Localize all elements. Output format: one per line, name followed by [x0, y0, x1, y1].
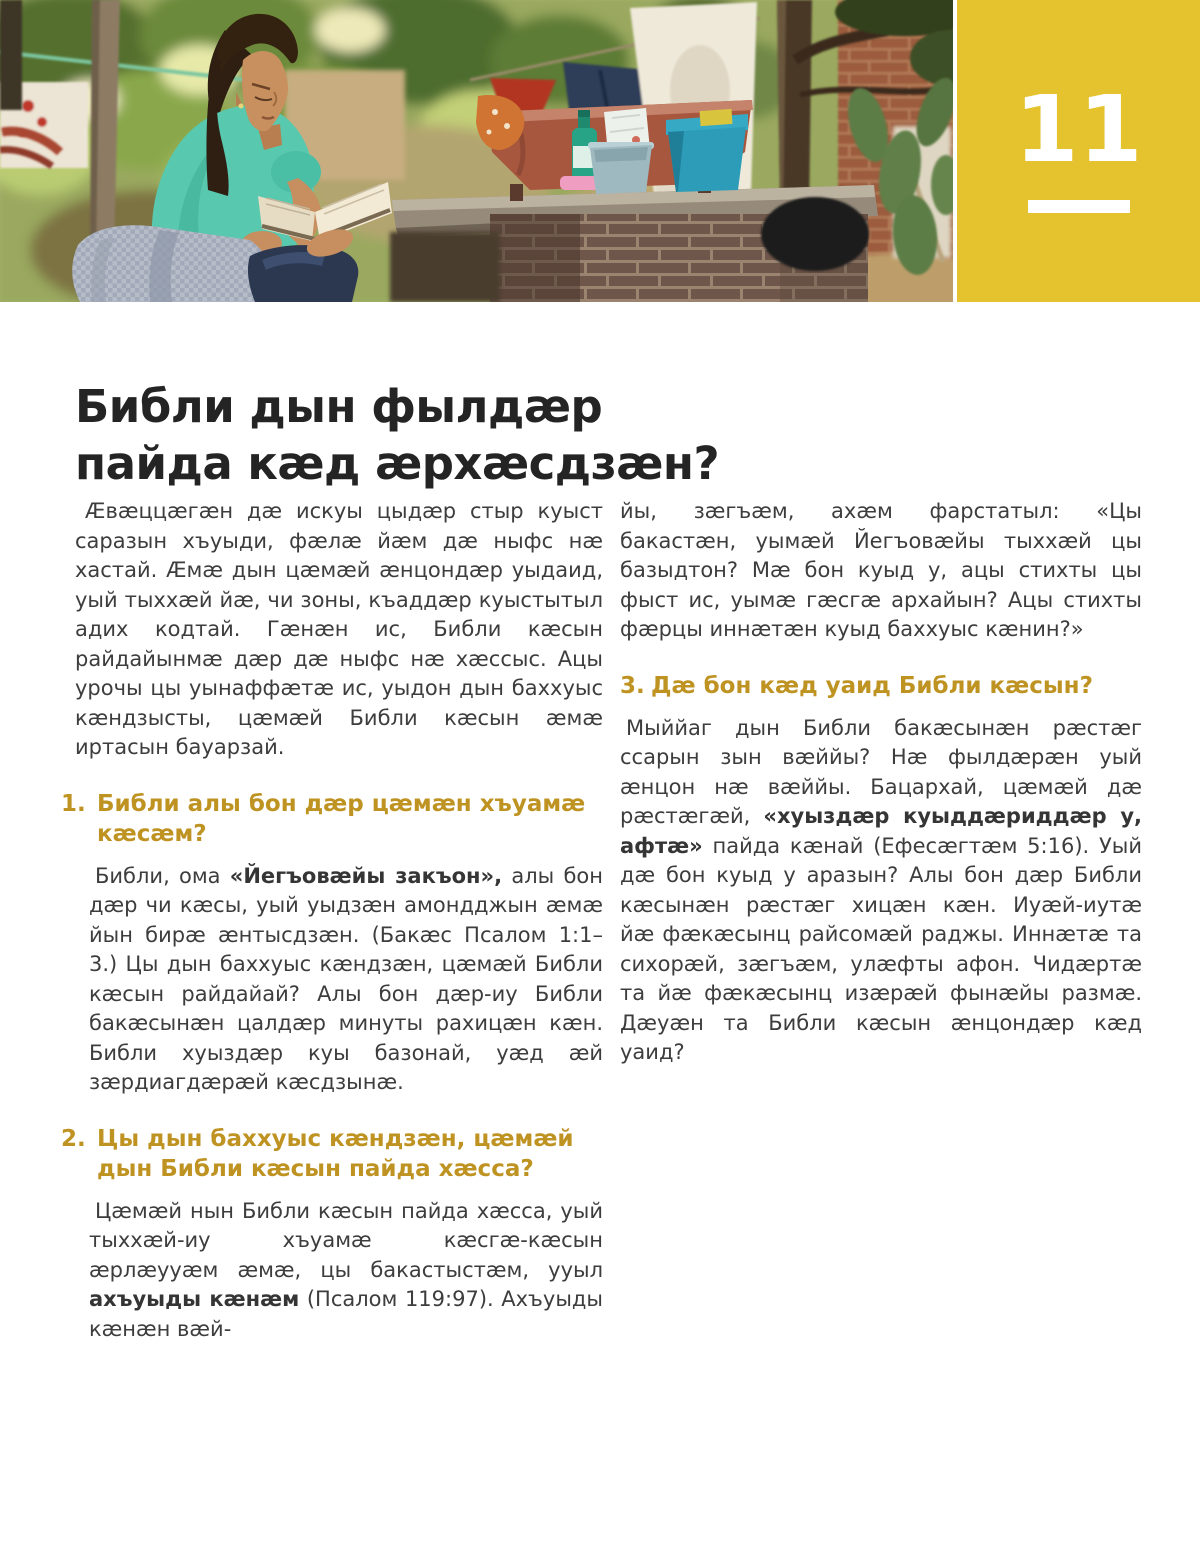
- lesson-number-box: [957, 0, 1200, 302]
- lesson-photo: [0, 0, 953, 302]
- photo-pan: [761, 197, 869, 271]
- section-1-number: 1.: [61, 790, 86, 817]
- lesson-number-underline: [1028, 200, 1130, 213]
- text-column-left: [61, 497, 604, 1370]
- section-3-heading-text: Дӕ бон кӕд уаид Библи кӕсын?: [651, 672, 1093, 699]
- section-3-number: 3.: [620, 672, 645, 699]
- section-1-paragraph: Библи, ома «Йегъовӕйы закъон», алы бон дӕр чи кӕсы, уый уыдзӕн амондджын ӕмӕ йын бирӕ ӕнтысдзӕн. (Бакӕс Псалом 1:1–3.) Цы дын баххуыс кӕндзӕн, цӕмӕй Библи кӕсын райдайай? Алы бон дӕр-иу Библи бакӕсынӕн цалдӕр минуты рахицӕн кӕн. Библи хуыздӕр куы базонай, уӕд ӕй зӕрдиагдӕрӕй кӕсдзынӕ.: [89, 863, 603, 1094]
- section-3-heading: [620, 671, 1142, 701]
- section-3-paragraph: Мыййаг дын Библи бакӕсынӕн рӕстӕг ссарын зын вӕййы? Нӕ фылдӕрӕн уый ӕнцон нӕ вӕййы. Бацархай, цӕмӕй дӕ рӕстӕгӕй, «хуыздӕр куыддӕриддӕр у, афтӕ» пайда кӕнай (Ефесӕгтӕм 5:16). Уый дӕ бон куыд у аразын? Алы бон дӕр Библи кӕсынӕн рӕстӕг хицӕн кӕн. Иуӕй-иутӕ йӕ фӕкӕсынц райсомӕй раджы. Иннӕтӕ та сихорӕй, зӕгъӕм, улӕфты афон. Чидӕртӕ та йӕ фӕкӕсынц изӕрӕй фынӕйы размӕ. Дӕуӕн та Библи кӕсын ӕнцондӕр кӕд уаид?: [620, 715, 1142, 1064]
- section-2-heading: [61, 1124, 603, 1184]
- photo-shadow-under-slab: [390, 232, 500, 302]
- section-1-heading-text: Библи алы бон дӕр цӕмӕн хъуамӕ кӕсӕм?: [97, 790, 586, 847]
- lesson-number: 11: [1014, 76, 1143, 183]
- section-2-paragraph-part1: Цӕмӕй нын Библи кӕсын пайда хӕсса, уый тыххӕй-иу хъуамӕ кӕсгӕ-кӕсын ӕрлӕууӕм ӕмӕ, цы бакастыстӕм, ууыл ахъуыды кӕнӕм (Псалом 119:97). Ахъуыды кӕнӕн вӕй-: [89, 1198, 604, 1341]
- page-title: Библи дын фылдӕр пайда кӕд ӕрхӕсдзӕн?: [75, 380, 720, 491]
- section-1-heading: [61, 789, 603, 849]
- section-2-heading-text: Цы дын баххуыс кӕндзӕн, цӕмӕй дын Библи кӕсын пайда хӕсса?: [97, 1125, 574, 1182]
- text-column-right: [620, 497, 1142, 1094]
- section-2-number: 2.: [61, 1125, 86, 1152]
- intro-paragraph: Ӕвӕццӕгӕн дӕ искуы цыдӕр стыр куыст саразын хъуыди, фӕлӕ йӕм дӕ ныфс нӕ хастай. Ӕмӕ дын цӕмӕй ӕнцондӕр уыдаид, уый тыххӕй йӕ, чи зоны, къаддӕр куыстытыл адих кодтай. Гӕнӕн ис, Библи кӕсын райдайынмӕ дӕр дӕ ныфс нӕ хӕссыс. Ацы урочы цы уынаффӕтӕ ис, уыдон дын баххуыс кӕндзысты, цӕмӕй Библи кӕсын ӕмӕ иртасын бауарзай.: [75, 499, 603, 759]
- woman-earring: [239, 104, 244, 109]
- section-2-paragraph-part2: йы, зӕгъӕм, ахӕм фарстатыл: «Цы бакастӕн, уымӕй Йегъовӕйы тыххӕй цы базыдтон? Мӕ бон куыд у, ацы стихты цы фыст ис, уымӕ гӕсгӕ архайын? Ацы стихты фӕрцы иннӕтӕн куыд баххуыс кӕнин?»: [620, 499, 1142, 641]
